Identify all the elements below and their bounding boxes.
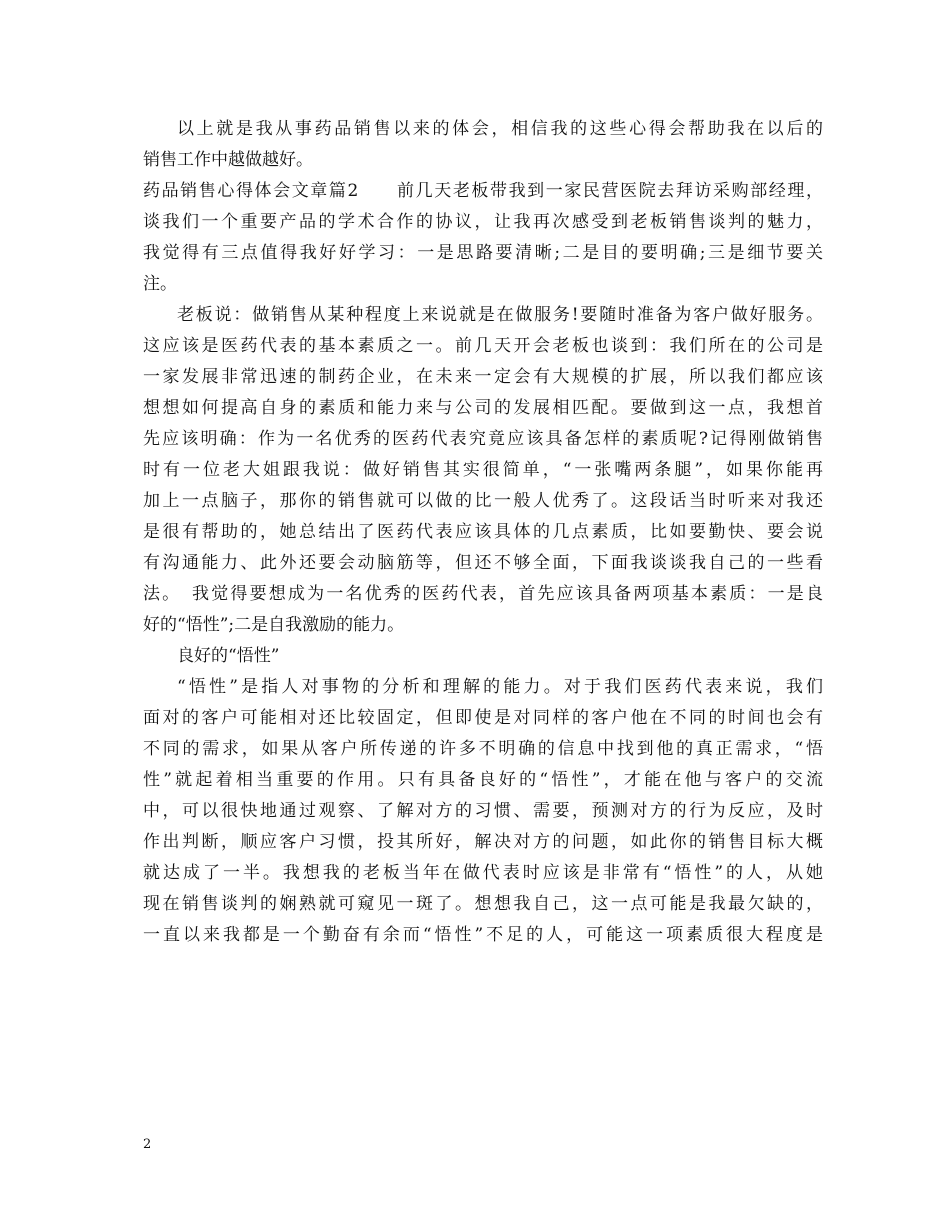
text-line: 这应该是医药代表的基本素质之一。前几天开会老板也谈到：我们所在的公司是 — [143, 336, 823, 356]
text-line: 一家发展非常迅速的制药企业，在未来一定会有大规模的扩展，所以我们都应该 — [143, 367, 823, 387]
text-line: 老板说：做销售从某种程度上来说就是在做服务!要随时准备为客户做好服务。 — [177, 305, 823, 325]
text-line: 一直以来我都是一个勤奋有余而“悟性”不足的人，可能这一项素质很大程度是 — [143, 925, 823, 945]
text-line: 想想如何提高自身的素质和能力来与公司的发展相匹配。要做到这一点，我想首 — [143, 398, 823, 418]
text-line: “悟性”是指人对事物的分析和理解的能力。对于我们医药代表来说，我们 — [177, 677, 823, 697]
text-line: 我觉得有三点值得我好好学习：一是思路要清晰;二是目的要明确;三是细节要关 — [143, 243, 823, 263]
text-line: 法。 我觉得要想成为一名优秀的医药代表，首先应该具备两项基本素质：一是良 — [143, 584, 823, 604]
text-line: 先应该明确：作为一名优秀的医药代表究竟应该具备怎样的素质呢?记得刚做销售 — [143, 429, 823, 449]
text-line: 不同的需求，如果从客户所传递的许多不明确的信息中找到他的真正需求，“悟 — [143, 739, 823, 759]
text-line: 以上就是我从事药品销售以来的体会，相信我的这些心得会帮助我在以后的 — [177, 119, 823, 139]
text-line: 销售工作中越做越好。 — [143, 150, 313, 170]
text-line: 有沟通能力、此外还要会动脑筋等，但还不够全面，下面我谈谈我自己的一些看 — [143, 553, 823, 573]
text-line: 时有一位老大姐跟我说：做好销售其实很简单，“一张嘴两条腿”，如果你能再 — [143, 460, 823, 480]
text-line: 面对的客户可能相对还比较固定，但即使是对同样的客户他在不同的时间也会有 — [143, 708, 823, 728]
text-line: 中，可以很快地通过观察、了解对方的习惯、需要，预测对方的行为反应，及时 — [143, 801, 823, 821]
text-line: 加上一点脑子，那你的销售就可以做的比一般人优秀了。这段话当时听来对我还 — [143, 491, 823, 511]
text-line: 作出判断，顺应客户习惯，投其所好，解决对方的问题，如此你的销售目标大概 — [143, 832, 823, 852]
text-line: 现在销售谈判的娴熟就可窥见一斑了。想想我自己，这一点可能是我最欠缺的， — [143, 894, 823, 914]
page-number: 2 — [143, 1137, 152, 1152]
text-line: 性”就起着相当重要的作用。只有具备良好的“悟性”，才能在他与客户的交流 — [143, 770, 823, 790]
text-line: 注。 — [143, 274, 177, 294]
text-line: 谈我们一个重要产品的学术合作的协议，让我再次感受到老板销售谈判的魅力， — [143, 212, 823, 232]
section-heading-line: 药品销售心得体会文章篇2 前几天老板带我到一家民营医院去拜访采购部经理， — [143, 181, 823, 201]
subheading-line: 良好的“悟性” — [177, 646, 280, 666]
text-line: 好的“悟性”;二是自我激励的能力。 — [143, 615, 405, 635]
text-line: 就达成了一半。我想我的老板当年在做代表时应该是非常有“悟性”的人，从她 — [143, 863, 823, 883]
text-line: 是很有帮助的，她总结出了医药代表应该具体的几点素质，比如要勤快、要会说 — [143, 522, 823, 542]
document-body — [143, 114, 823, 951]
